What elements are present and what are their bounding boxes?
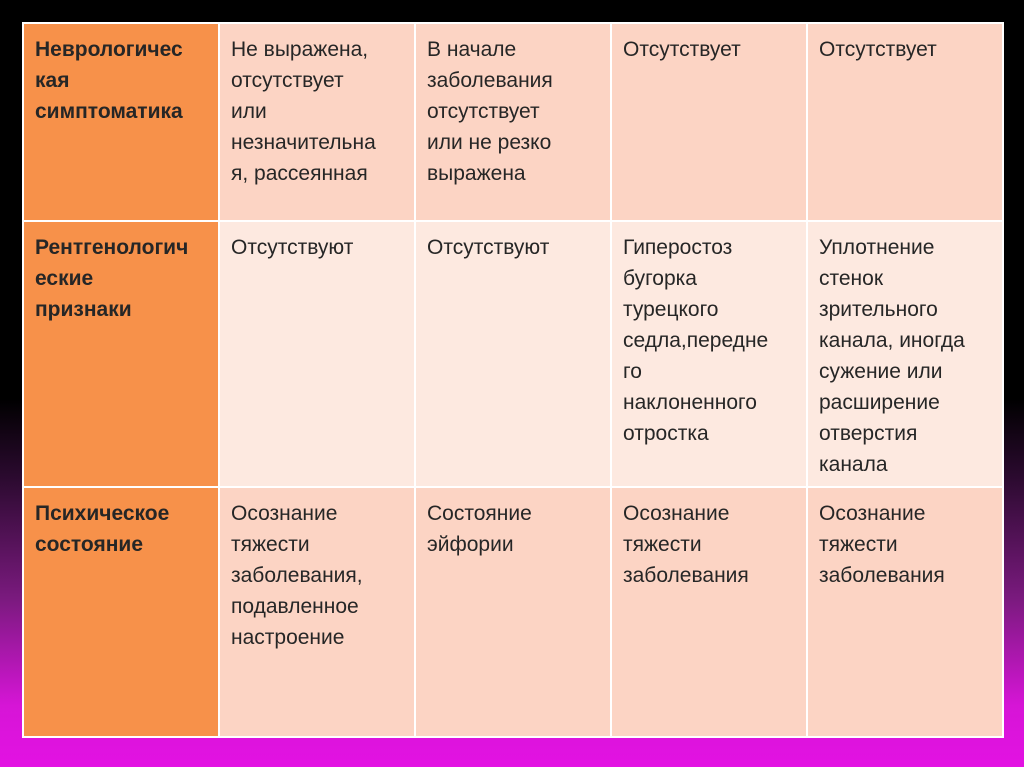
table-cell: Состояние эйфории xyxy=(415,487,611,737)
row-header-mental-state: Психическое состояние xyxy=(23,487,219,737)
comparison-table xyxy=(22,22,1004,738)
table-cell: Осознание тяжести заболевания xyxy=(611,487,807,737)
table-cell: В начале заболевания отсутствует или не резко выражена xyxy=(415,23,611,221)
table-row xyxy=(23,23,1003,221)
row-header-neurological: Неврологичес кая симптоматика xyxy=(23,23,219,221)
table-cell: Уплотнение стенок зрительного канала, иногда сужение или расширение отверстия канала xyxy=(807,221,1003,487)
table-cell: Отсутствуют xyxy=(219,221,415,487)
table-cell: Отсутствуют xyxy=(415,221,611,487)
table-row xyxy=(23,487,1003,737)
table-cell: Осознание тяжести заболевания, подавленное настроение xyxy=(219,487,415,737)
table-cell: Отсутствует xyxy=(611,23,807,221)
table-cell: Отсутствует xyxy=(807,23,1003,221)
row-header-radiological: Рентгенологич еские признаки xyxy=(23,221,219,487)
table-cell: Гиперостоз бугорка турецкого седла,передне го наклоненного отростка xyxy=(611,221,807,487)
table-row xyxy=(23,221,1003,487)
table-cell: Осознание тяжести заболевания xyxy=(807,487,1003,737)
table-cell: Не выражена, отсутствует или незначительна я, рассеянная xyxy=(219,23,415,221)
